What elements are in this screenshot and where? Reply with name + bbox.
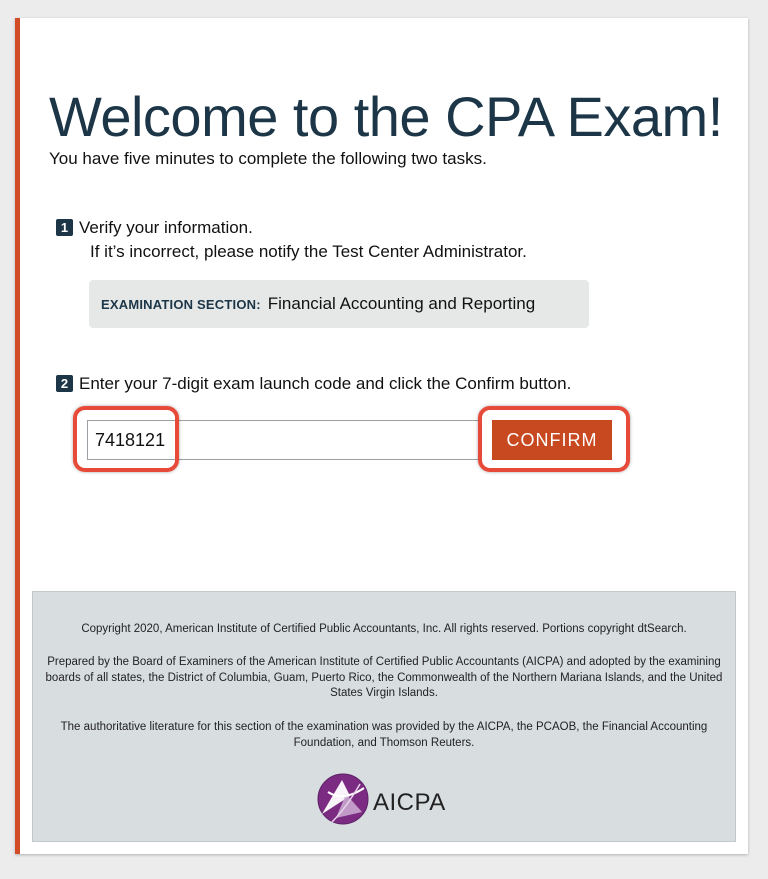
- launch-code-input[interactable]: [87, 420, 479, 460]
- examination-section-value: Financial Accounting and Reporting: [267, 294, 536, 313]
- page-subtitle: You have five minutes to complete the following two tasks.: [49, 149, 487, 168]
- welcome-card: [15, 18, 748, 854]
- footer-literature: The authoritative literature for this section of the examination was provided by the AICPA, the PCAOB, the Financial Accounting Foundation, and Thomson Reuters.: [60, 721, 708, 749]
- step-1-text: Verify your information.: [79, 218, 253, 237]
- accent-bar: [15, 18, 20, 854]
- footer: [32, 591, 736, 842]
- footer-prepared-by: Prepared by the Board of Examiners of the American Institute of Certified Public Accountants (AICPA) and adopted by the examining boards of all states, the District of Columbia, Guam, Puerto Rico, the Commonwealth of the Northern Mariana Islands, and the United States Virgin Islands.: [45, 656, 723, 699]
- step-1-badge: 1: [56, 219, 73, 236]
- step-2-badge: 2: [56, 375, 73, 392]
- aicpa-logo: [316, 772, 446, 826]
- examination-section-label: EXAMINATION SECTION:: [101, 296, 261, 312]
- aicpa-logo-icon: [316, 772, 370, 826]
- step-1-instruction: [56, 218, 253, 238]
- page-title: Welcome to the CPA Exam!: [49, 85, 723, 148]
- confirm-button[interactable]: CONFIRM: [492, 420, 612, 460]
- step-2-text: Enter your 7-digit exam launch code and click the Confirm button.: [79, 374, 572, 393]
- aicpa-logo-text: AICPA: [373, 789, 446, 817]
- step-1-subtext: If it’s incorrect, please notify the Test Center Administrator.: [90, 242, 527, 261]
- examination-section-box: [89, 280, 589, 328]
- footer-copyright: Copyright 2020, American Institute of Certified Public Accountants, Inc. All rights reserved. Portions copyright dtSearch.: [81, 623, 687, 635]
- step-2-instruction: [56, 374, 571, 394]
